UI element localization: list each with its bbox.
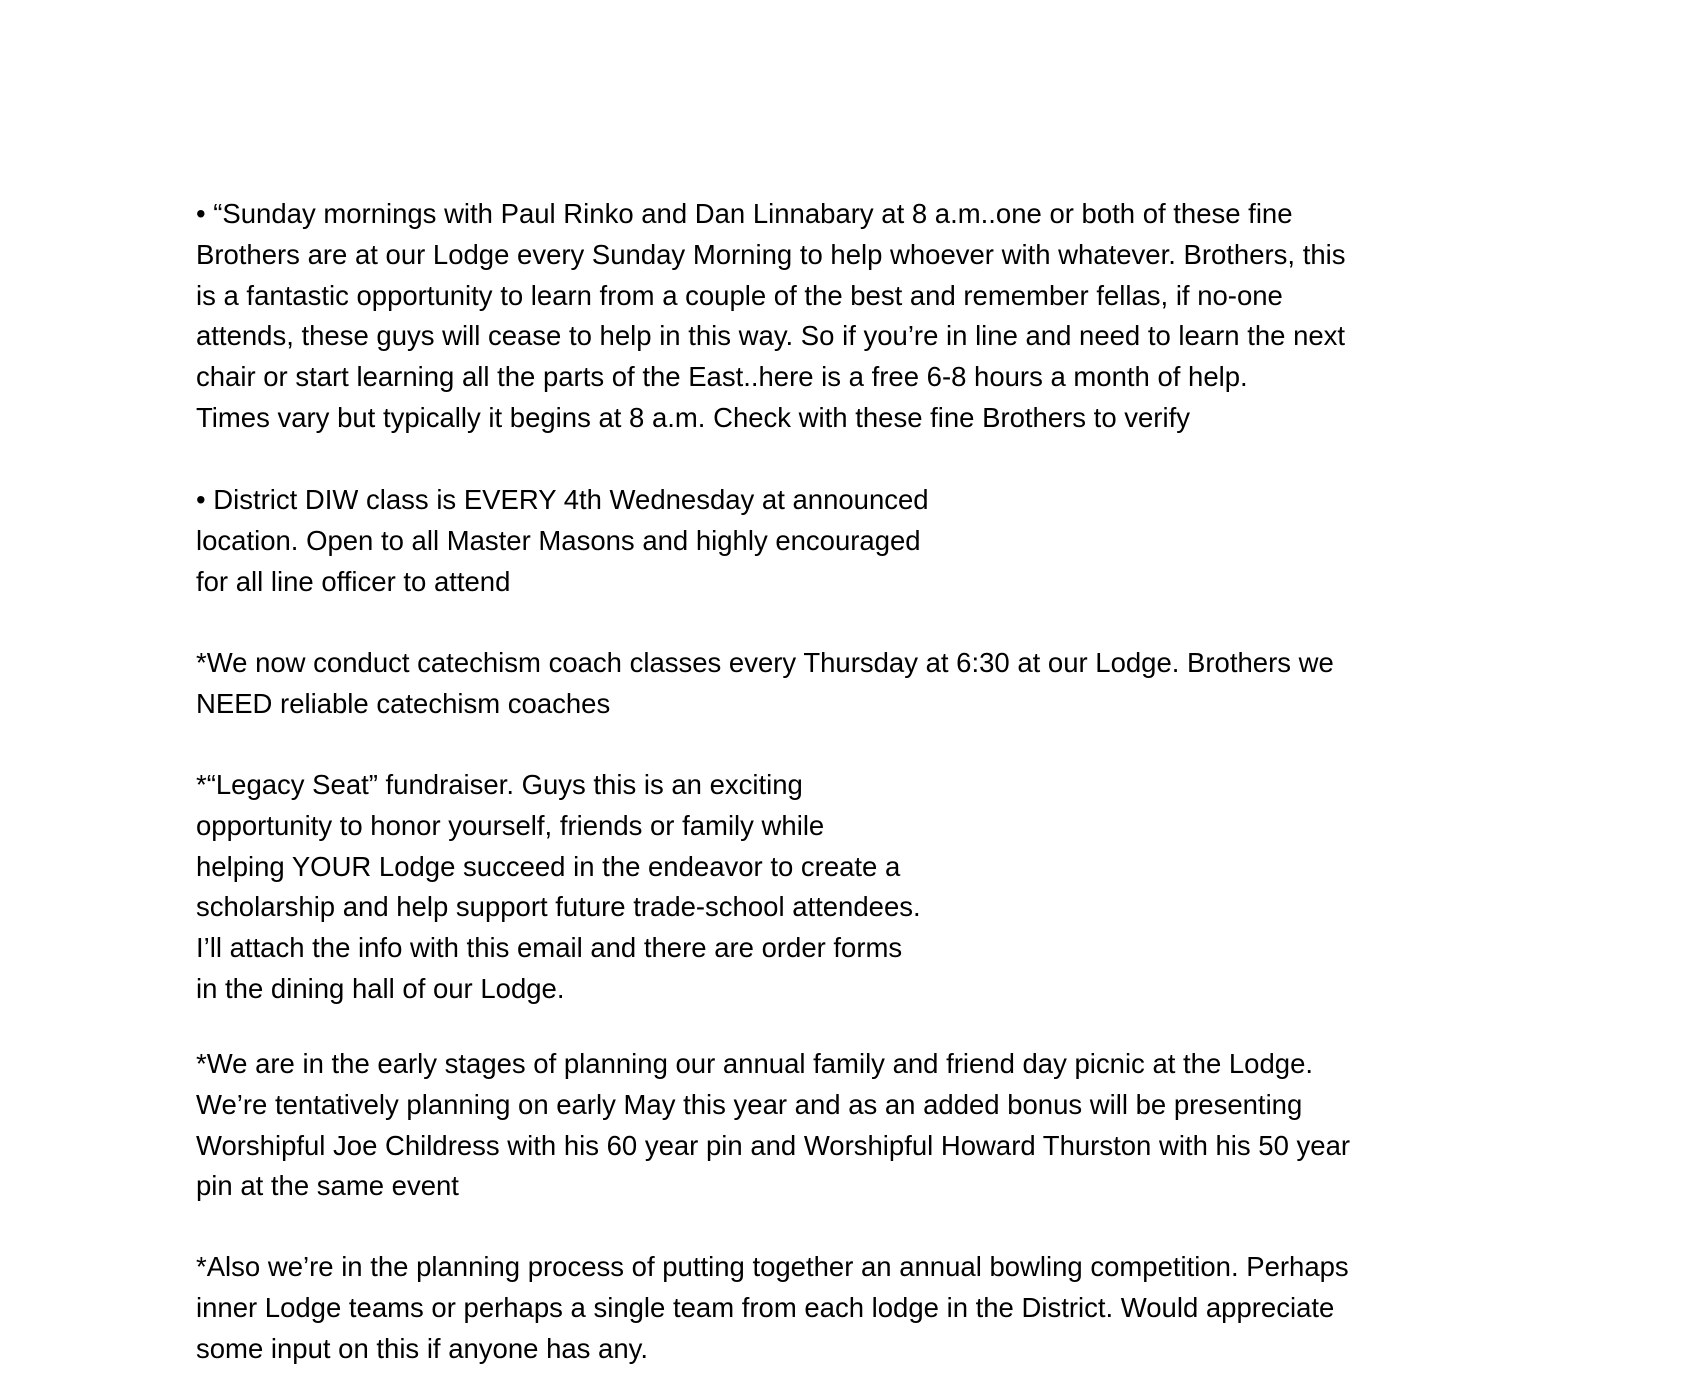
paragraph-district-diw-class xyxy=(196,480,929,602)
text-line: *“Legacy Seat” fundraiser. Guys this is an exciting xyxy=(196,769,803,800)
text-line: • District DIW class is EVERY 4th Wednesday at announced xyxy=(196,484,929,515)
paragraph-family-picnic xyxy=(196,1044,1350,1207)
paragraph-sunday-mornings xyxy=(196,194,1346,439)
text-line: *We now conduct catechism coach classes every Thursday at 6:30 at our Lodge. Brothers we xyxy=(196,647,1334,678)
text-line: *We are in the early stages of planning our annual family and friend day picnic at the Lodge. xyxy=(196,1048,1313,1079)
paragraph-catechism-coach xyxy=(196,643,1334,725)
text-line: inner Lodge teams or perhaps a single team from each lodge in the District. Would appreciate xyxy=(196,1291,1335,1323)
paragraph-bowling-competition xyxy=(196,1247,1349,1369)
text-line: for all line officer to attend xyxy=(196,565,511,597)
text-line: in the dining hall of our Lodge. xyxy=(196,972,565,1004)
text-line: some input on this if anyone has any. xyxy=(196,1332,648,1364)
text-line: is a fantastic opportunity to learn from a couple of the best and remember fellas, if no-one xyxy=(196,279,1283,311)
text-line: We’re tentatively planning on early May this year and as an added bonus will be presenting xyxy=(196,1088,1303,1120)
text-line: chair or start learning all the parts of the East..here is a free 6-8 hours a month of help. xyxy=(196,361,1248,393)
text-line: pin at the same event xyxy=(196,1170,459,1202)
text-line: opportunity to honor yourself, friends or family while xyxy=(196,809,825,841)
text-line: I’ll attach the info with this email and there are order forms xyxy=(196,932,903,964)
text-line: attends, these guys will cease to help in this way. So if you’re in line and need to learn the next xyxy=(196,320,1346,352)
paragraph-legacy-seat xyxy=(196,765,921,1010)
text-line: scholarship and help support future trade-school attendees. xyxy=(196,891,921,923)
text-line: NEED reliable catechism coaches xyxy=(196,687,611,719)
text-line: • “Sunday mornings with Paul Rinko and Dan Linnabary at 8 a.m..one or both of these fine xyxy=(196,198,1293,229)
text-line: Times vary but typically it begins at 8 a.m. Check with these fine Brothers to verify xyxy=(196,401,1190,433)
text-line: location. Open to all Master Masons and highly encouraged xyxy=(196,524,921,556)
text-line: Worshipful Joe Childress with his 60 year pin and Worshipful Howard Thurston with his 50 year xyxy=(196,1129,1351,1161)
text-line: Brothers are at our Lodge every Sunday Morning to help whoever with whatever. Brothers, this xyxy=(196,238,1346,270)
text-line: helping YOUR Lodge succeed in the endeavor to create a xyxy=(196,850,901,882)
text-line: *Also we’re in the planning process of putting together an annual bowling competition. Perhaps xyxy=(196,1251,1349,1282)
